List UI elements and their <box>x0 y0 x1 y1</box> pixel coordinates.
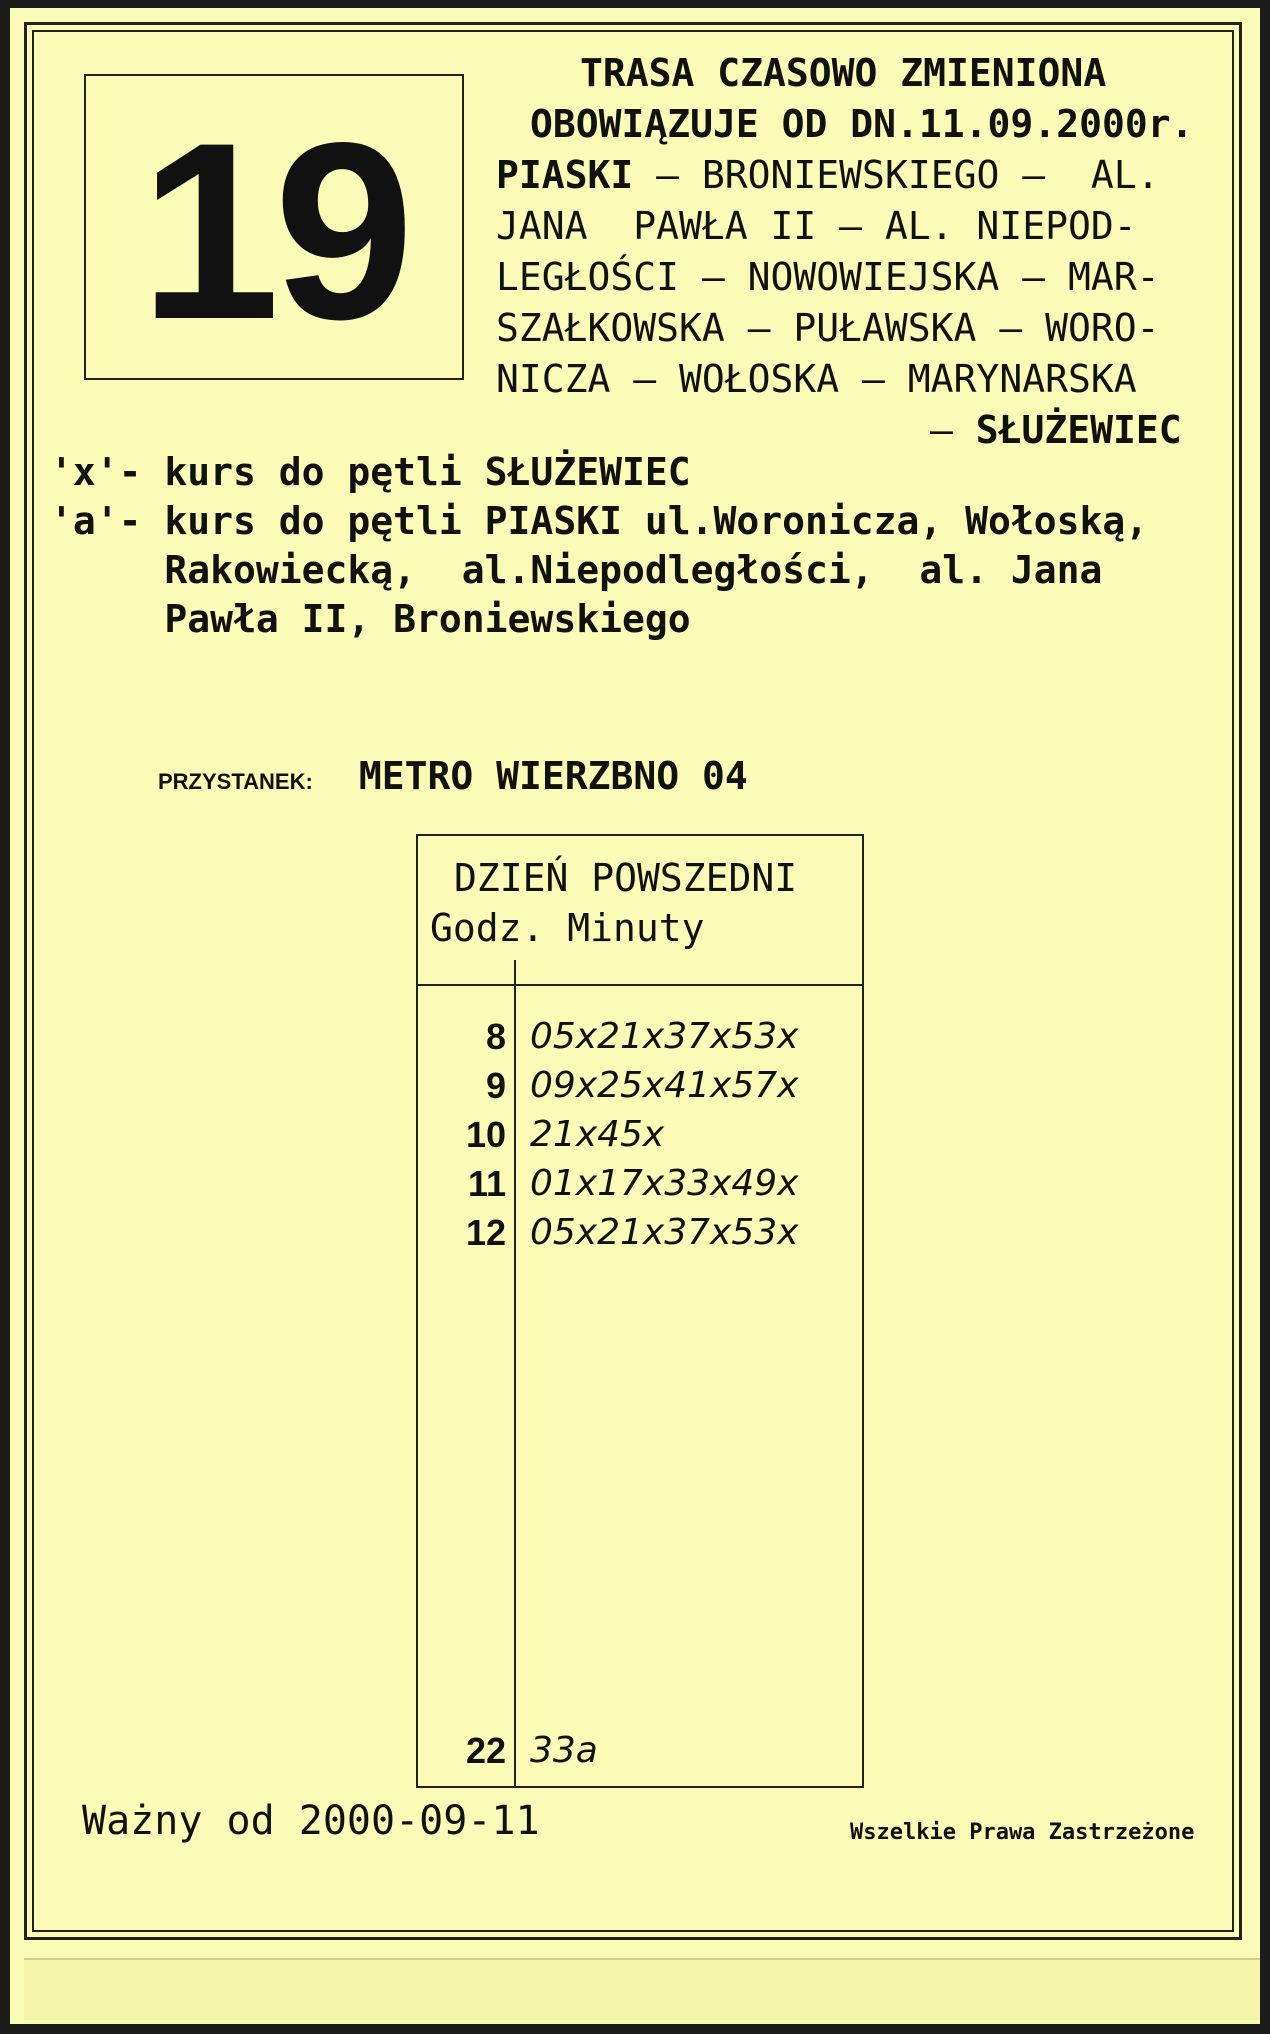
note-a-line-3: Pawła II, Broniewskiego <box>50 597 691 641</box>
hour-cell: 12 <box>465 1212 506 1253</box>
route-start-stop: PIASKI <box>496 153 634 197</box>
hour-cell: 8 <box>485 1016 506 1057</box>
route-line-5: LEGŁOŚCI – NOWOWIEJSKA – MAR- <box>496 255 1160 299</box>
route-line-7: NICZA – WOŁOSKA – MARYNARSKA <box>496 357 1137 401</box>
course-notes <box>50 448 1250 644</box>
table-header <box>418 836 862 986</box>
table-row <box>418 1061 862 1110</box>
route-changed-notice: TRASA CZASOWO ZMIENIONA <box>580 51 1107 95</box>
hour-column-header: Godz. <box>430 906 545 950</box>
minutes-cell: 05x21x37x53x <box>530 1016 799 1057</box>
minutes-cell: 21x45x <box>530 1114 665 1155</box>
note-x: 'x'- kurs do pętli SŁUŻEWIEC <box>50 450 691 494</box>
stop-name: METRO WIERZBNO 04 <box>358 754 748 798</box>
note-a-line-2: Rakowiecką, al.Niepodległości, al. Jana <box>50 548 1103 592</box>
table-row <box>418 1012 862 1061</box>
route-end-dash: – <box>930 408 976 452</box>
route-line-4: JANA PAWŁA II – AL. NIEPOD- <box>496 204 1137 248</box>
valid-from-date: Ważny od 2000-09-11 <box>82 1798 540 1844</box>
route-number-box <box>84 74 464 380</box>
table-row <box>418 1110 862 1159</box>
hour-cell: 9 <box>485 1065 506 1106</box>
stop-row <box>158 754 958 806</box>
route-line-3 <box>496 150 1256 201</box>
hour-cell: 22 <box>465 1730 506 1771</box>
minutes-cell: 33a <box>530 1730 598 1771</box>
departure-table <box>416 834 864 1788</box>
route-line-3-rest: – BRONIEWSKIEGO – AL. <box>633 153 1160 197</box>
route-number: 19 <box>139 91 409 372</box>
day-type-title: DZIEŃ POWSZEDNI <box>454 856 798 900</box>
bottom-strip <box>24 1958 1260 2020</box>
note-a-line-1: 'a'- kurs do pętli PIASKI ul.Woronicza, Wołoską, <box>50 499 1149 543</box>
minutes-cell: 01x17x33x49x <box>530 1163 799 1204</box>
table-row <box>418 1208 862 1257</box>
valid-from-notice: OBOWIĄZUJE OD DN.11.09.2000r. <box>530 102 1194 146</box>
route-line-6: SZAŁKOWSKA – PUŁAWSKA – WORO- <box>496 306 1160 350</box>
hour-cell: 10 <box>465 1114 506 1155</box>
table-row-last <box>418 1726 862 1775</box>
route-end-stop: SŁUŻEWIEC <box>975 408 1182 452</box>
minutes-column-header: Minuty <box>567 906 705 950</box>
table-row <box>418 1159 862 1208</box>
departure-rows <box>418 1012 862 1257</box>
minutes-cell: 05x21x37x53x <box>530 1212 799 1253</box>
route-header <box>496 48 1256 456</box>
column-headers <box>430 906 705 950</box>
minutes-cell: 09x25x41x57x <box>530 1065 799 1106</box>
stop-label: PRZYSTANEK: <box>158 769 313 794</box>
hour-cell: 11 <box>467 1163 506 1204</box>
copyright-notice: Wszelkie Prawa Zastrzeżone <box>850 1820 1195 1845</box>
timetable-sheet <box>10 8 1260 2024</box>
